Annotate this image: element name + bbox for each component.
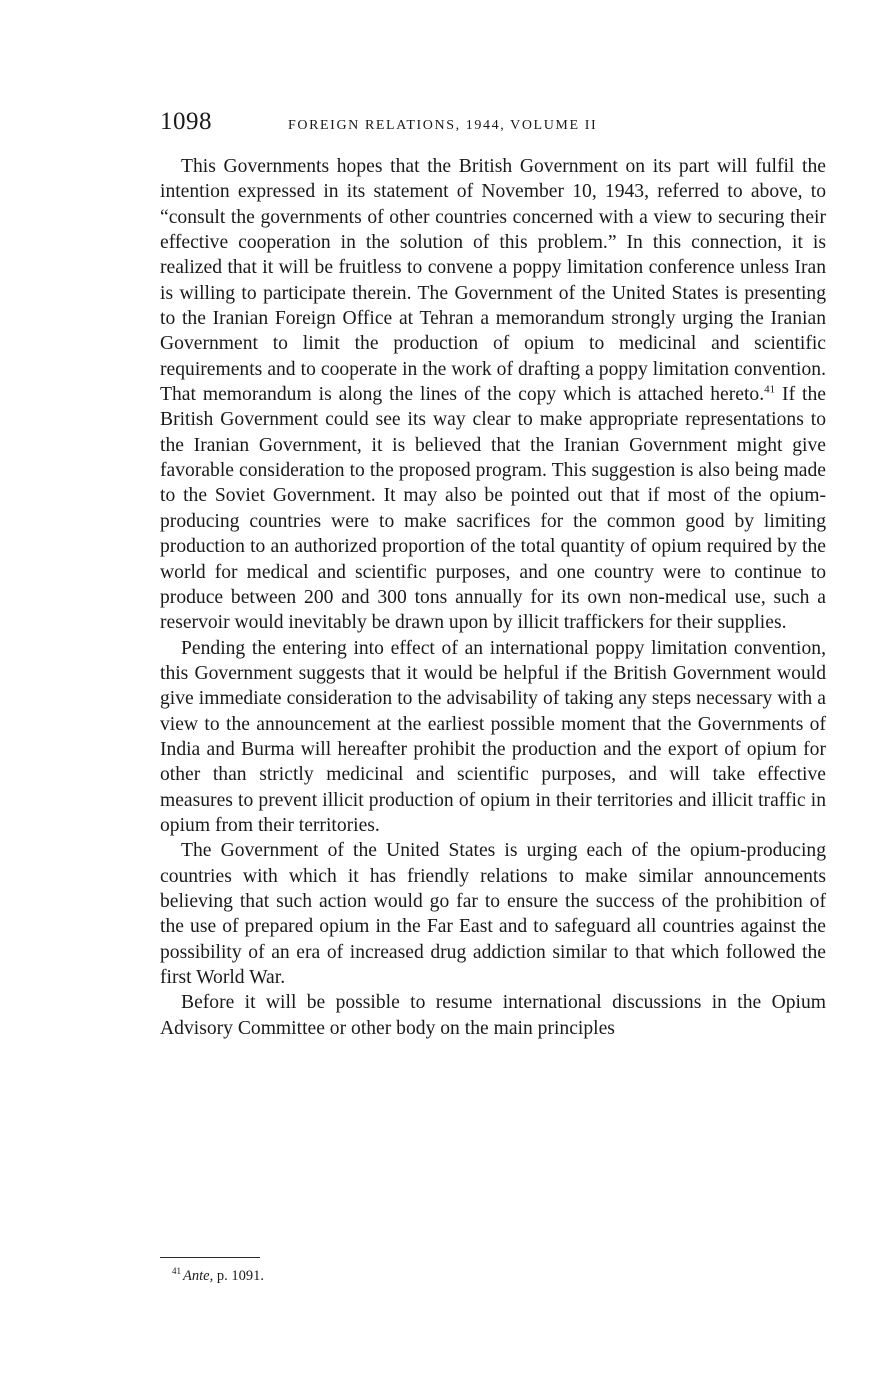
paragraph-1-text-a: This Governments hopes that the British Government on its part will fulfil the intention expressed in its statement of November 10, 1943, referred to above, to “consult the governments of other countries concerned with a view to securing their effective cooperation in the solution of this problem.” In this connection, it is realized that it will be fruitless to convene a poppy limitation conference unless Iran is willing to participate therein. The Government of the United States is presenting to the Iranian Foreign Office at Tehran a memorandum strongly urging the Iranian Government to limit the production of opium to medicinal and scientific requirements and to cooperate in the work of drafting a poppy limitation convention. That memorandum is along the lines of the copy which is attached hereto. (160, 156, 826, 406)
body-text (160, 154, 826, 1041)
page-number: 1098 (160, 108, 212, 135)
paragraph-3: The Government of the United States is urging each of the opium-producing countries with which it has friendly relations to make similar announcements believing that such action would go far to ensure the success of the prohibition of the use of prepared opium in the Far East and to safeguard all countries against the possibility of an era of increased drug addiction similar to that which followed the first World War. (160, 840, 826, 988)
running-title: FOREIGN RELATIONS, 1944, VOLUME II (288, 118, 598, 133)
paragraph-2: Pending the entering into effect of an international poppy limitation convention, this Government suggests that it would be helpful if the British Government would give immediate consideration to the advisability of taking any steps necessary with a view to the announcement at the earliest possible moment that the Governments of India and Burma will hereafter prohibit the production and the export of opium for other than strictly medicinal and scientific purposes, and will take effective measures to prevent illicit production of opium in their territories and illicit traffic in opium from their territories. (160, 637, 826, 836)
footnote-italic-text: Ante, (183, 1268, 214, 1284)
footnote (172, 1266, 264, 1286)
running-head (160, 108, 826, 148)
footnote-text: p. 1091. (213, 1268, 264, 1284)
footnote-reference: 41 (764, 383, 776, 396)
document-page (160, 108, 826, 1041)
paragraph-1-text-b: If the British Government could see its way clear to make appropriate representations to the Iranian Government, it is believed that the Iranian Government might give favorable consideration to the proposed program. This suggestion is also being made to the Soviet Government. It may also be pointed out that if most of the opium-producing countries were to make sacrifices for the common good by limiting production to an authorized proportion of the total quantity of opium required by the world for medical and scientific purposes, and one country were to continue to produce between 200 and 300 tons annually for its own non-medical use, such a reservoir would inevitably be drawn upon by illicit traffickers for their supplies. (160, 384, 826, 634)
paragraph-4: Before it will be possible to resume international discussions in the Opium Advisory Committee or other body on the main principles (160, 992, 826, 1039)
footnote-divider (160, 1257, 260, 1258)
footnote-number: 41 (172, 1266, 181, 1277)
paragraph-1 (160, 154, 826, 636)
